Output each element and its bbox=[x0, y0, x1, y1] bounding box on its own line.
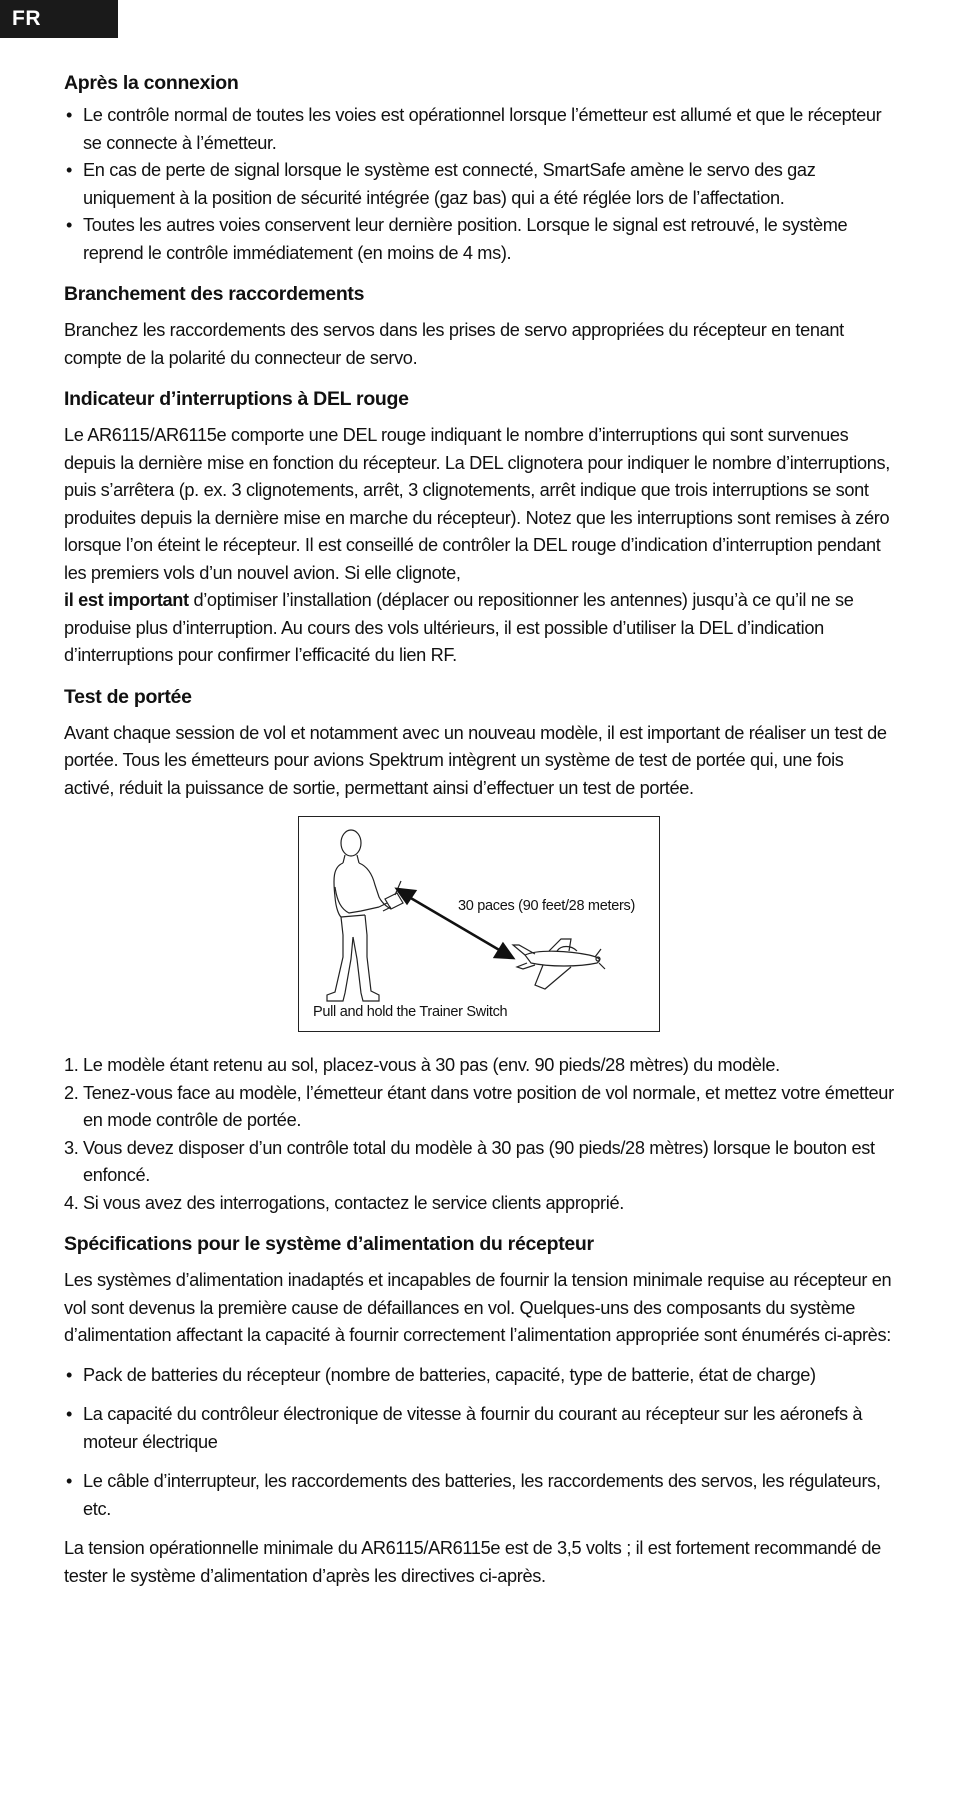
branchement-paragraph: Branchez les raccordements des servos dans les prises de servo appropriées du récepteur en tenant compte de la polarité du connecteur de servo. bbox=[64, 320, 844, 368]
step-text: Si vous avez des interrogations, contactez le service clients approprié. bbox=[83, 1192, 624, 1213]
step-number: 1. bbox=[64, 1055, 79, 1075]
list-item bbox=[64, 1080, 894, 1135]
airplane-figure bbox=[513, 939, 605, 989]
distance-label: 30 paces (90 feet/28 meters) bbox=[458, 898, 635, 914]
indicateur-text-after: d’optimiser l’installation (déplacer ou repositionner les antennes) jusqu’à ce qu’il ne se produise plus d’interruption. Au cours des vols ultérieurs, il est possible d’utiliser la DEL d’indication d’interruptions pour confirmer l’efficacité du lien RF. bbox=[64, 590, 854, 665]
list-item bbox=[64, 1135, 894, 1190]
page-content bbox=[64, 64, 894, 1590]
closing-paragraph: La tension opérationnelle minimale du AR6115/AR6115e est de 3,5 volts ; il est fortement recommandé de tester le système d’alimentation d’après les directives ci-après. bbox=[64, 1538, 881, 1586]
list-item bbox=[64, 1052, 894, 1080]
test-portee-paragraph: Avant chaque session de vol et notamment avec un nouveau modèle, il est important de réaliser un test de portée. Tous les émetteurs pour avions Spektrum intègrent un système de test de portée qui, une fois activé, réduit la puissance de sortie, permettant ainsi d’effectuer un test de portée. bbox=[64, 722, 887, 798]
trainer-switch-label: Pull and hold the Trainer Switch bbox=[313, 1004, 508, 1020]
heading-apres-connexion: Après la connexion bbox=[64, 72, 239, 94]
list-item: • La capacité du contrôleur électronique de vitesse à fournir du courant au récepteur sur les aéronefs à moteur électrique bbox=[64, 1401, 894, 1456]
specifications-list bbox=[64, 1362, 894, 1524]
specifications-paragraph: Les systèmes d’alimentation inadaptés et incapables de fournir la tension minimale requise au récepteur en vol sont devenus la première cause de défaillances en vol. Quelques-uns des composants du système d’alimentation affectant la capacité à fournir correctement l’alimentation appropriée sont énumérés ci-après: bbox=[64, 1270, 892, 1345]
step-text: Vous devez disposer d’un contrôle total du modèle à 30 pas (90 pieds/28 mètres) lorsque le bouton est enfoncé. bbox=[83, 1137, 875, 1185]
indicateur-paragraph bbox=[64, 422, 894, 670]
heading-specifications-alimentation: Spécifications pour le système d’alimentation du récepteur bbox=[64, 1233, 594, 1255]
step-number: 3. bbox=[64, 1137, 79, 1158]
step-text: Tenez-vous face au modèle, l’émetteur étant dans votre position de vol normale, et mettez votre émetteur en mode contrôle de portée. bbox=[83, 1082, 894, 1130]
heading-indicateur-del: Indicateur d’interruptions à DEL rouge bbox=[64, 388, 409, 410]
indicateur-text-bold: il est important bbox=[64, 590, 189, 610]
indicateur-text-before: Le AR6115/AR6115e comporte une DEL rouge indiquant le nombre d’interruptions qui sont survenues depuis la dernière mise en fonction du récepteur. La DEL clignotera pour indiquer le nombre d’interruptions, puis s’arrêtera (p. ex. 3 clignotements, arrêt, 3 clignotements, arrêt indique que trois interruptions se sont produites depuis la dernière mise en marche du récepteur). Notez que les interruptions sont remises à zéro lorsque l’on éteint le récepteur. Il est conseillé de contrôler la DEL rouge d’indication d’interruption pendant les premiers vols d’un nouvel avion. Si elle clignote, bbox=[64, 425, 890, 583]
list-item: • Le câble d’interrupteur, les raccordements des batteries, les raccordements des servos, les régulateurs, etc. bbox=[64, 1468, 894, 1523]
step-number: 2. bbox=[64, 1082, 79, 1103]
heading-branchement: Branchement des raccordements bbox=[64, 283, 365, 305]
language-tab: FR bbox=[0, 0, 118, 38]
heading-test-portee: Test de portée bbox=[64, 685, 192, 708]
list-item: • En cas de perte de signal lorsque le système est connecté, SmartSafe amène le servo des gaz uniquement à la position de sécurité intégrée (gaz bas) qui a été réglée lors de l’affectation. bbox=[64, 157, 894, 212]
list-item: • Toutes les autres voies conservent leur dernière position. Lorsque le signal est retrouvé, le système reprend le contrôle immédiatement (en moins de 4 ms). bbox=[64, 212, 894, 267]
range-test-steps bbox=[64, 1052, 894, 1217]
step-number: 4. bbox=[64, 1192, 79, 1213]
range-test-illustration bbox=[299, 817, 661, 1033]
list-item bbox=[64, 1190, 894, 1218]
apres-connexion-list bbox=[64, 102, 894, 267]
list-item: • Pack de batteries du récepteur (nombre de batteries, capacité, type de batterie, état de charge) bbox=[64, 1362, 894, 1390]
range-test-figure bbox=[298, 816, 660, 1032]
pilot-figure bbox=[327, 830, 403, 1001]
step-text: Le modèle étant retenu au sol, placez-vous à 30 pas (env. 90 pieds/28 mètres) du modèle. bbox=[83, 1055, 780, 1075]
list-item: • Le contrôle normal de toutes les voies est opérationnel lorsque l’émetteur est allumé et que le récepteur se connecte à l’émetteur. bbox=[64, 102, 894, 157]
